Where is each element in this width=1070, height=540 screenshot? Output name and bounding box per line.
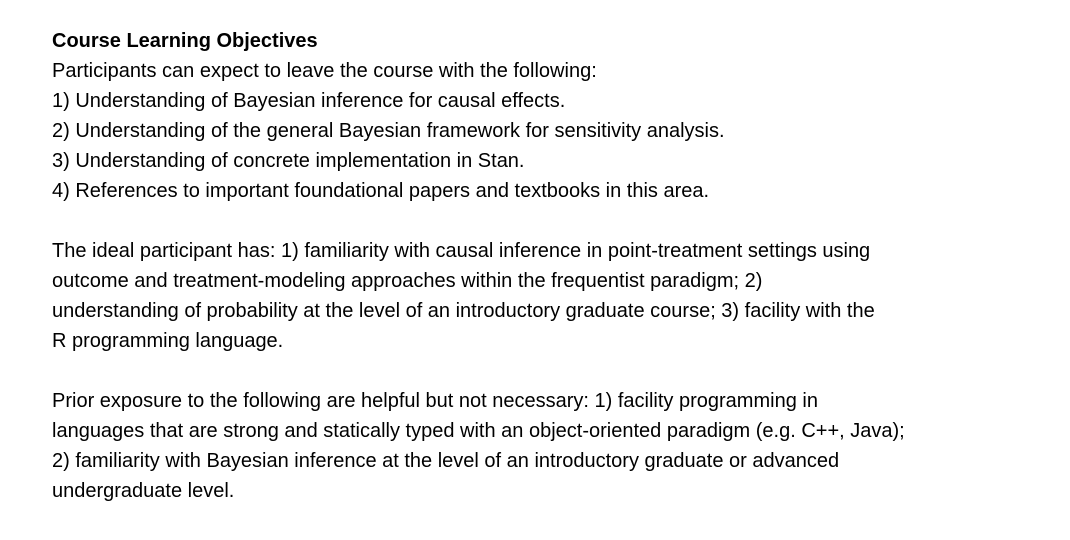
paragraph-line: 2) familiarity with Bayesian inference at the level of an introductory graduate or advanced [52, 450, 840, 472]
objective-item: 2) Understanding of the general Bayesian framework for sensitivity analysis. [52, 120, 725, 142]
ideal-participant-paragraph [52, 236, 1052, 356]
paragraph-spacer [52, 206, 1052, 236]
intro-text: Participants can expect to leave the course with the following: [52, 60, 597, 82]
objective-item: 4) References to important foundational papers and textbooks in this area. [52, 180, 710, 202]
paragraph-line: outcome and treatment-modeling approaches within the frequentist paradigm; 2) [52, 270, 763, 292]
objectives-list [52, 86, 1052, 206]
paragraph-line: Prior exposure to the following are helpful but not necessary: 1) facility programming in [52, 390, 818, 412]
paragraph-line: languages that are strong and statically typed with an object-oriented paradigm (e.g. C++, Java); [52, 420, 905, 442]
paragraph-line: The ideal participant has: 1) familiarity with causal inference in point-treatment settings using [52, 240, 871, 262]
paragraph-spacer [52, 356, 1052, 386]
objective-item: 1) Understanding of Bayesian inference for causal effects. [52, 90, 566, 112]
paragraph-line: undergraduate level. [52, 480, 235, 502]
document-body [52, 26, 1052, 506]
objective-item: 3) Understanding of concrete implementation in Stan. [52, 150, 525, 172]
paragraph-line: R programming language. [52, 330, 284, 352]
paragraph-line: understanding of probability at the level of an introductory graduate course; 3) facility with the [52, 300, 875, 322]
prior-exposure-paragraph [52, 386, 1052, 506]
section-heading: Course Learning Objectives [52, 30, 318, 52]
